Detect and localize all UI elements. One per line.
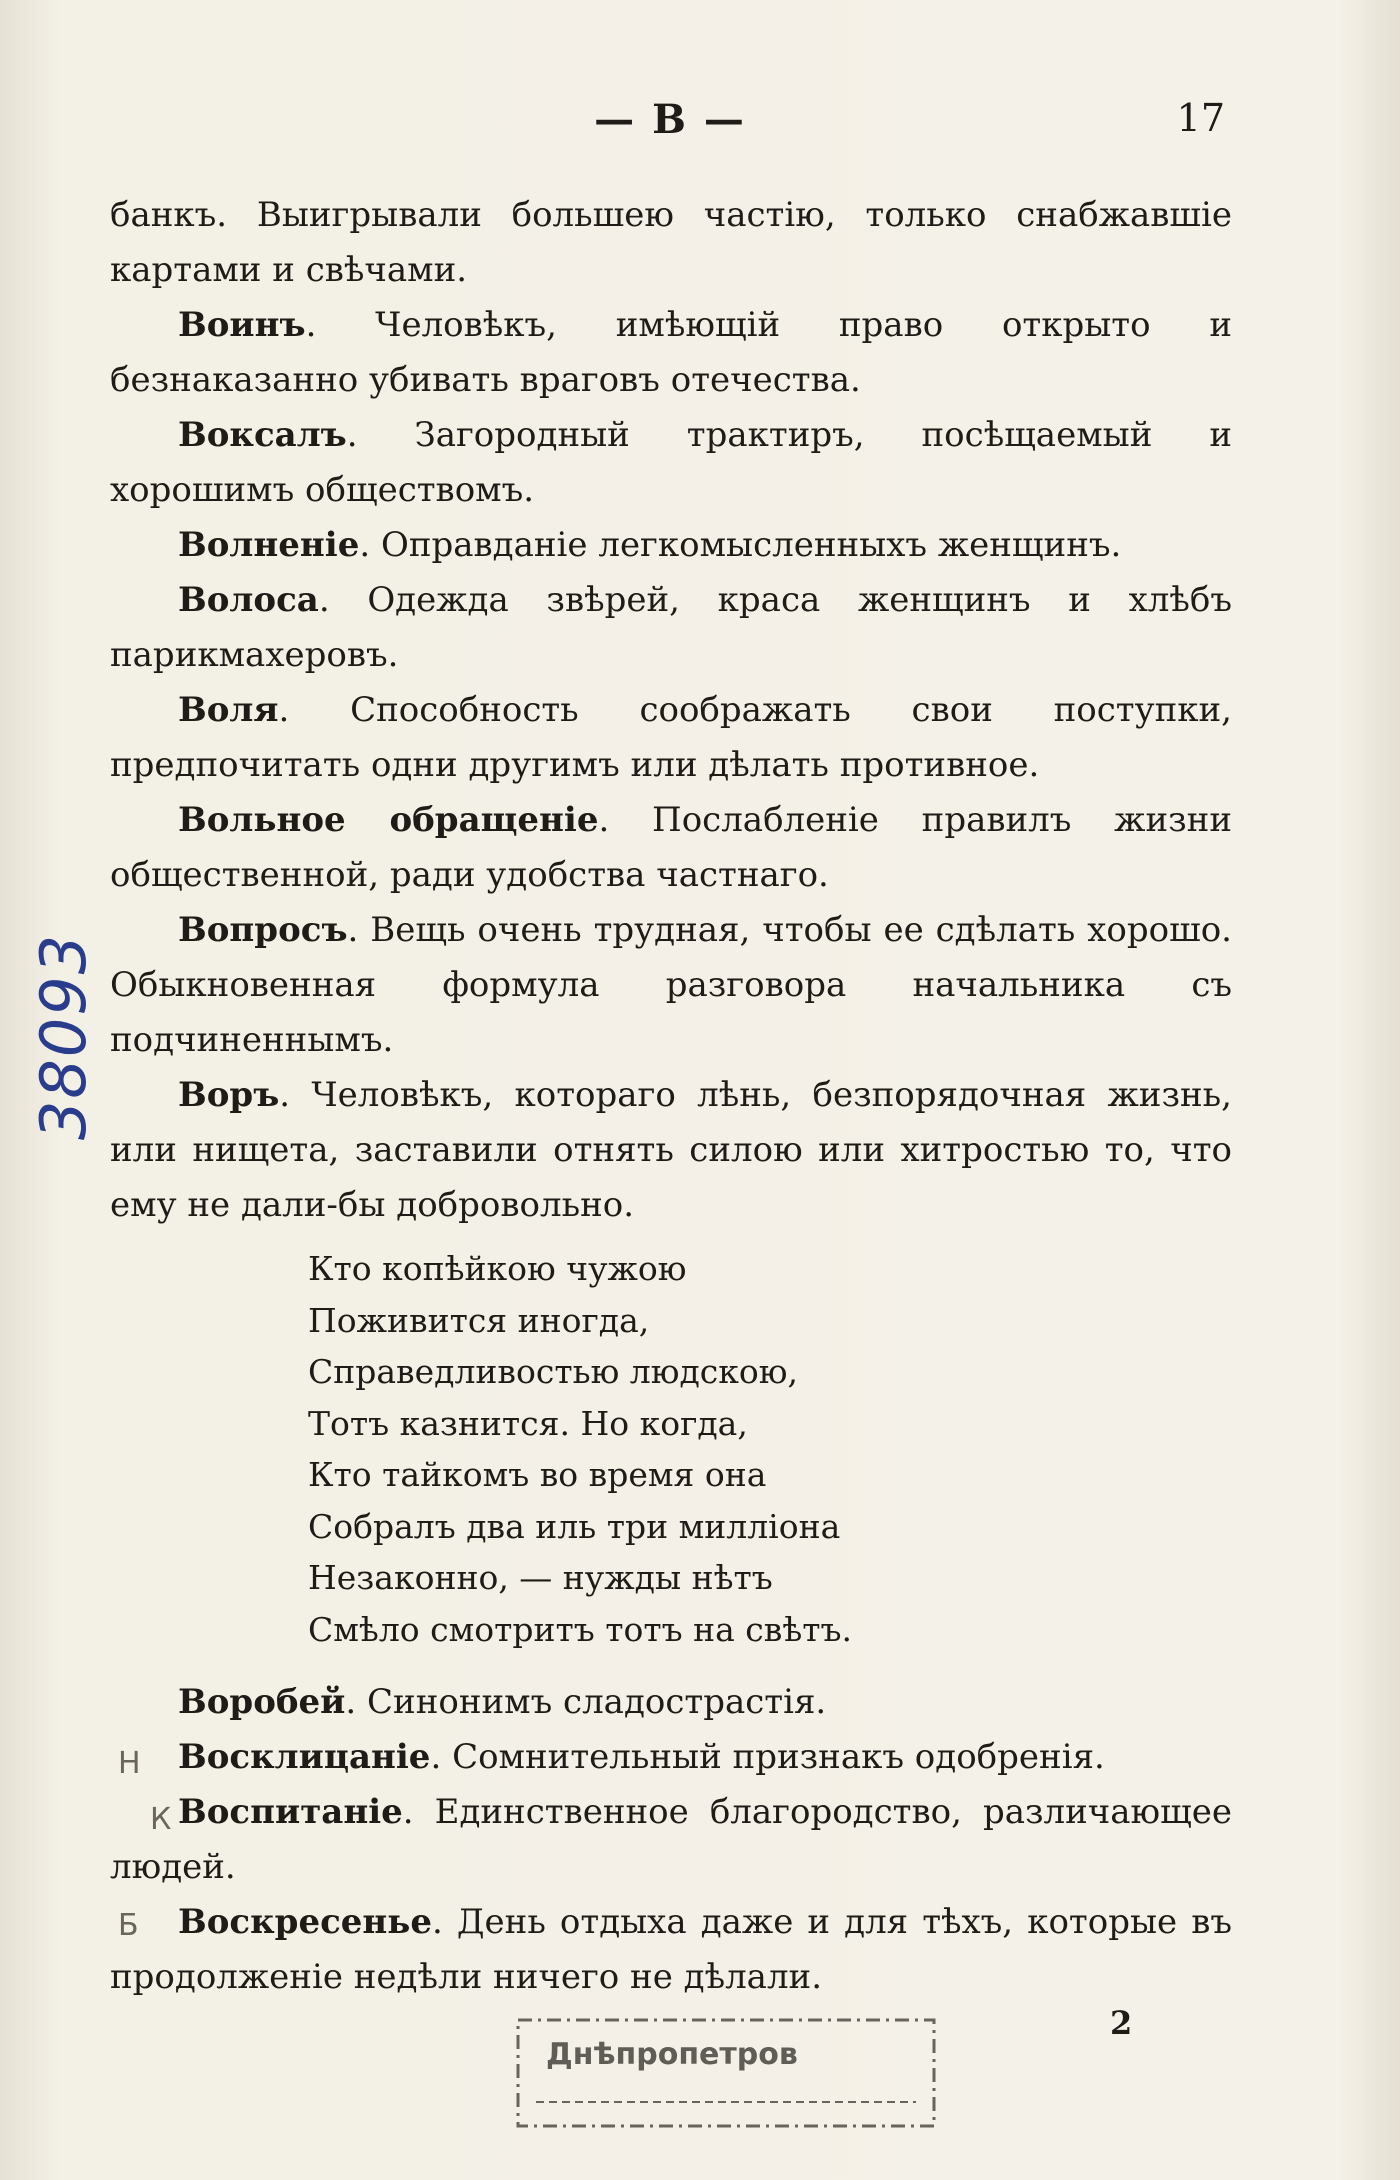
- page-header: [0, 96, 1400, 156]
- dictionary-entry: [110, 1895, 1232, 2005]
- entry-definition: . Загородный трактиръ, посѣщаемый и хорошимъ обществомъ.: [110, 415, 1232, 510]
- page-number: 17: [1176, 96, 1225, 140]
- entry-term: Воспитаніе: [178, 1792, 403, 1832]
- dictionary-entries: [110, 188, 1232, 1233]
- entry-definition: . Вещь очень трудная, чтобы ее сдѣлать хорошо. Обыкновенная формула разговора начальника съ подчиненнымъ.: [110, 910, 1232, 1060]
- dictionary-entry: [110, 188, 1232, 298]
- entry-definition: . Человѣкъ, имѣющій право открыто и безнаказанно убивать враговъ отечества.: [110, 305, 1232, 400]
- verse-line: Незаконно, — нужды нѣтъ: [308, 1558, 773, 1597]
- dictionary-entry: [110, 683, 1232, 793]
- library-stamp: [516, 2018, 936, 2128]
- entry-term: Воскресенье: [178, 1902, 433, 1942]
- verse-line: Поживится иногда,: [308, 1300, 650, 1340]
- entry-term: Вольное обращеніе: [178, 800, 599, 840]
- pencil-mark: К: [150, 1802, 172, 1837]
- verse-line: Собралъ два иль три милліона: [308, 1506, 841, 1546]
- dictionary-entry: [110, 573, 1232, 683]
- pencil-mark: Н: [118, 1746, 141, 1781]
- section-letter: — В —: [594, 96, 746, 143]
- entry-term: Восклицаніе: [178, 1737, 431, 1777]
- entry-term: Воробей: [178, 1682, 346, 1722]
- dictionary-entry: [110, 408, 1232, 518]
- dictionary-entries-after-verse: [110, 1675, 1232, 2005]
- dictionary-entry: [110, 1730, 1232, 1785]
- entry-definition: банкъ. Выигрывали большею частію, только снабжавшіе картами и свѣчами.: [110, 195, 1232, 290]
- dictionary-entry: [110, 903, 1232, 1068]
- verse-line: Справедливостью людскою,: [308, 1352, 799, 1391]
- entry-definition: . Синонимъ сладострастія.: [345, 1682, 827, 1722]
- entry-term: Воинъ: [178, 305, 306, 345]
- entry-term: Воръ: [178, 1075, 280, 1115]
- verse-block: [308, 1243, 1232, 1655]
- verse-line: Смѣло смотритъ тотъ на свѣтъ.: [308, 1609, 853, 1649]
- entry-definition: . День отдыха даже и для тѣхъ, которые въ продолженіе недѣли ничего не дѣлали.: [110, 1902, 1232, 1997]
- pencil-mark: Б: [118, 1908, 139, 1943]
- entry-term: Воля: [178, 690, 279, 730]
- entry-term: Волненіе: [178, 525, 360, 565]
- entry-definition: . Одежда звѣрей, краса женщинъ и хлѣбъ парикмахеровъ.: [110, 580, 1232, 675]
- entry-term: Вопросъ: [178, 910, 348, 950]
- entry-definition: . Единственное благородство, различающее людей.: [110, 1792, 1232, 1887]
- entry-term: Волоса: [178, 580, 319, 620]
- printer-signature-mark: 2: [1110, 2004, 1133, 2042]
- library-inventory-number: 38093: [27, 932, 101, 1141]
- stamp-text: Днѣпропетров: [546, 2037, 798, 2072]
- verse-line: Кто тайкомъ во время она: [308, 1455, 767, 1494]
- verse-line: Кто копѣйкою чужою: [308, 1249, 687, 1288]
- dictionary-entry: [110, 793, 1232, 903]
- dictionary-entry: [110, 1675, 1232, 1730]
- verse-line: Тотъ казнится. Но когда,: [308, 1403, 748, 1443]
- entry-definition: . Способность соображать свои поступки, предпочитать одни другимъ или дѣлать противное.: [110, 690, 1232, 785]
- entry-definition: . Оправданіе легкомысленныхъ женщинъ.: [359, 525, 1122, 565]
- entry-definition: . Послабленіе правилъ жизни общественной, ради удобства частнаго.: [110, 800, 1232, 895]
- entry-definition: . Сомнительный признакъ одобренія.: [430, 1737, 1105, 1777]
- dictionary-entry: [110, 1068, 1232, 1233]
- entry-definition: . Человѣкъ, котораго лѣнь, безпорядочная жизнь, или нищета, заставили отнять силою или хитростью то, что ему не дали-бы добровольно.: [110, 1075, 1232, 1225]
- page-body: [110, 188, 1232, 2005]
- dictionary-entry: [110, 1785, 1232, 1895]
- dictionary-entry: [110, 518, 1232, 573]
- entry-term: Воксалъ: [178, 415, 347, 455]
- dictionary-entry: [110, 298, 1232, 408]
